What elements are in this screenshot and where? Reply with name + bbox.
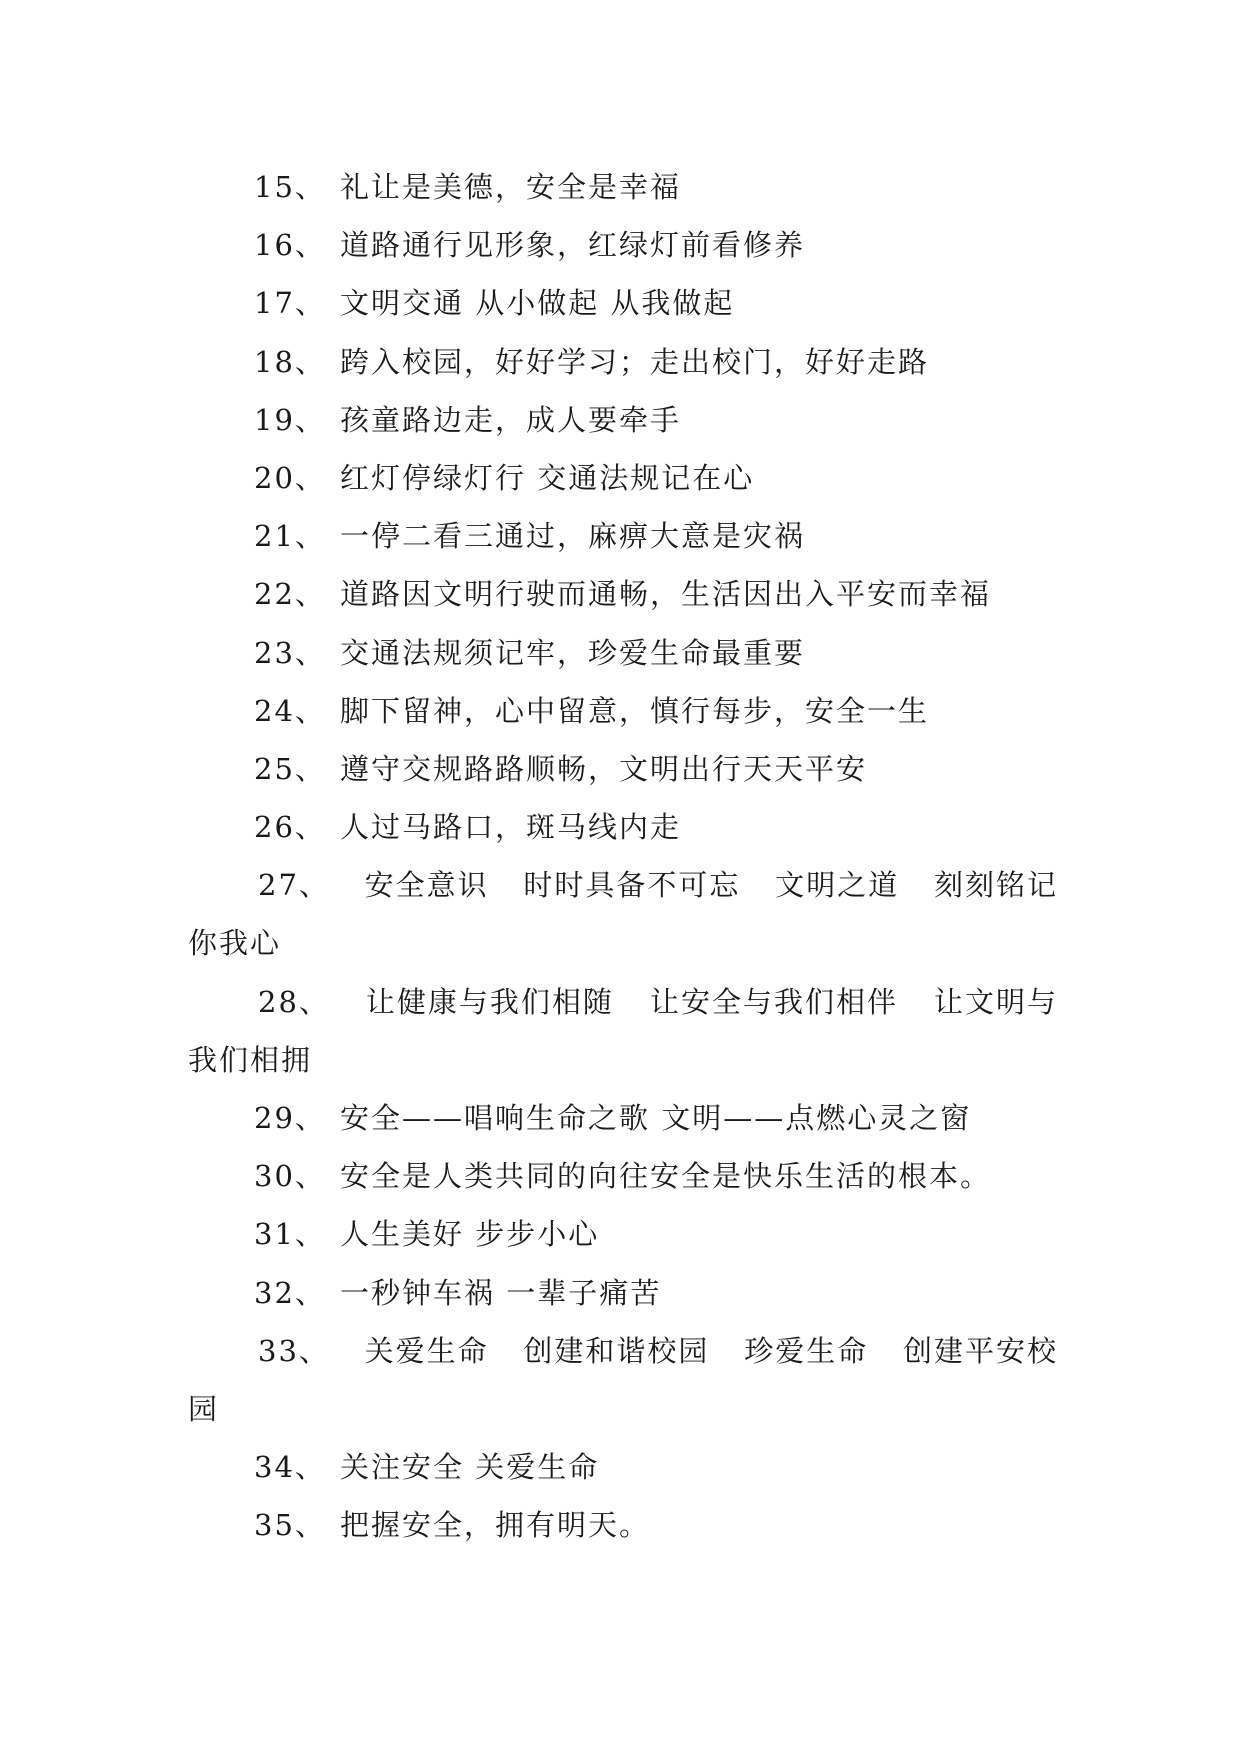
list-item [188,507,1058,565]
item-text: 把握安全，拥有明天。 [340,1508,651,1543]
list-item [188,333,1058,391]
item-number: 35、 [254,1508,326,1543]
list-item [188,216,1058,274]
list-item [188,1147,1058,1205]
item-number: 21、 [254,519,326,554]
list-item [188,391,1058,449]
item-number: 30、 [254,1159,326,1194]
item-text: 道路通行见形象，红绿灯前看修养 [340,228,806,263]
item-number: 19、 [254,402,326,437]
wrapped-continuation: 你我心 [188,926,282,961]
item-text: 礼让是美德，安全是幸福 [340,170,682,204]
list-item [188,1438,1058,1496]
list-item [188,740,1058,798]
item-text: 遵守交规路路顺畅，文明出行天天平安 [340,751,868,786]
list-item [188,1089,1058,1147]
item-segment: 创建和谐校园 [523,1333,710,1368]
list-item [188,565,1058,623]
slogan-list [188,158,1058,1555]
item-text: 一停二看三通过，麻痹大意是灾祸 [340,519,806,554]
item-text: 安全是人类共同的向往安全是快乐生活的根本。 [340,1159,992,1194]
item-number: 15、 [254,170,326,204]
item-number: 17、 [254,286,326,321]
item-number: 22、 [254,577,326,612]
item-number: 29、 [254,1101,326,1135]
item-text: 安全——唱响生命之歌 文明——点燃心灵之窗 [340,1101,972,1135]
item-number: 28、 [258,984,330,1019]
list-item [188,682,1058,740]
list-item [188,1264,1058,1322]
item-text: 文明交通 从小做起 从我做起 [340,286,735,321]
item-segment: 让文明与 [933,984,1058,1019]
item-number: 31、 [254,1217,326,1252]
item-number: 32、 [254,1275,326,1310]
item-number: 26、 [254,810,326,845]
item-segment: 安全意识 [364,868,489,903]
list-item [188,449,1058,507]
item-number: 18、 [254,344,326,379]
item-number: 25、 [254,751,326,786]
item-number: 33、 [258,1333,330,1368]
item-number: 23、 [254,635,326,670]
item-text: 红灯停绿灯行 交通法规记在心 [340,460,755,495]
item-text: 跨入校园，好好学习；走出校门，好好走路 [340,344,930,379]
item-text: 关注安全 关爱生命 [340,1450,600,1485]
list-item [188,274,1058,332]
item-segment: 创建平安校 [902,1333,1058,1368]
wrapped-first-line [188,856,1058,914]
item-number: 24、 [254,693,326,728]
list-item-wrapped [188,1322,1058,1438]
list-item [188,1496,1058,1554]
wrapped-continuation: 我们相拥 [188,1042,313,1077]
item-number: 27、 [258,868,330,903]
item-number: 16、 [254,228,326,263]
item-segment: 珍爱生命 [744,1333,869,1368]
item-number: 20、 [254,460,326,495]
list-item [188,624,1058,682]
list-item [188,1205,1058,1263]
list-item [188,158,1058,216]
item-text: 道路因文明行驶而通畅，生活因出入平安而幸福 [340,577,992,612]
list-item-wrapped [188,856,1058,972]
wrapped-first-line [188,973,1058,1031]
item-segment: 让健康与我们相随 [365,984,614,1019]
item-text: 脚下留神，心中留意，慎行每步，安全一生 [340,693,930,728]
list-item-wrapped [188,973,1058,1089]
item-text: 孩童路边走，成人要牵手 [340,402,682,437]
item-text: 人生美好 步步小心 [340,1217,600,1252]
item-segment: 刻刻铭记 [933,868,1058,903]
item-segment: 关爱生命 [364,1333,489,1368]
item-segment: 时时具备不可忘 [523,868,741,903]
list-item [188,798,1058,856]
item-text: 一秒钟车祸 一辈子痛苦 [340,1275,662,1310]
item-text: 交通法规须记牢，珍爱生命最重要 [340,635,806,670]
item-text: 人过马路口，斑马线内走 [340,810,682,845]
item-segment: 文明之道 [775,868,900,903]
item-number: 34、 [254,1450,326,1485]
item-segment: 让安全与我们相伴 [649,984,898,1019]
wrapped-continuation: 园 [188,1391,220,1426]
wrapped-first-line [188,1322,1058,1380]
